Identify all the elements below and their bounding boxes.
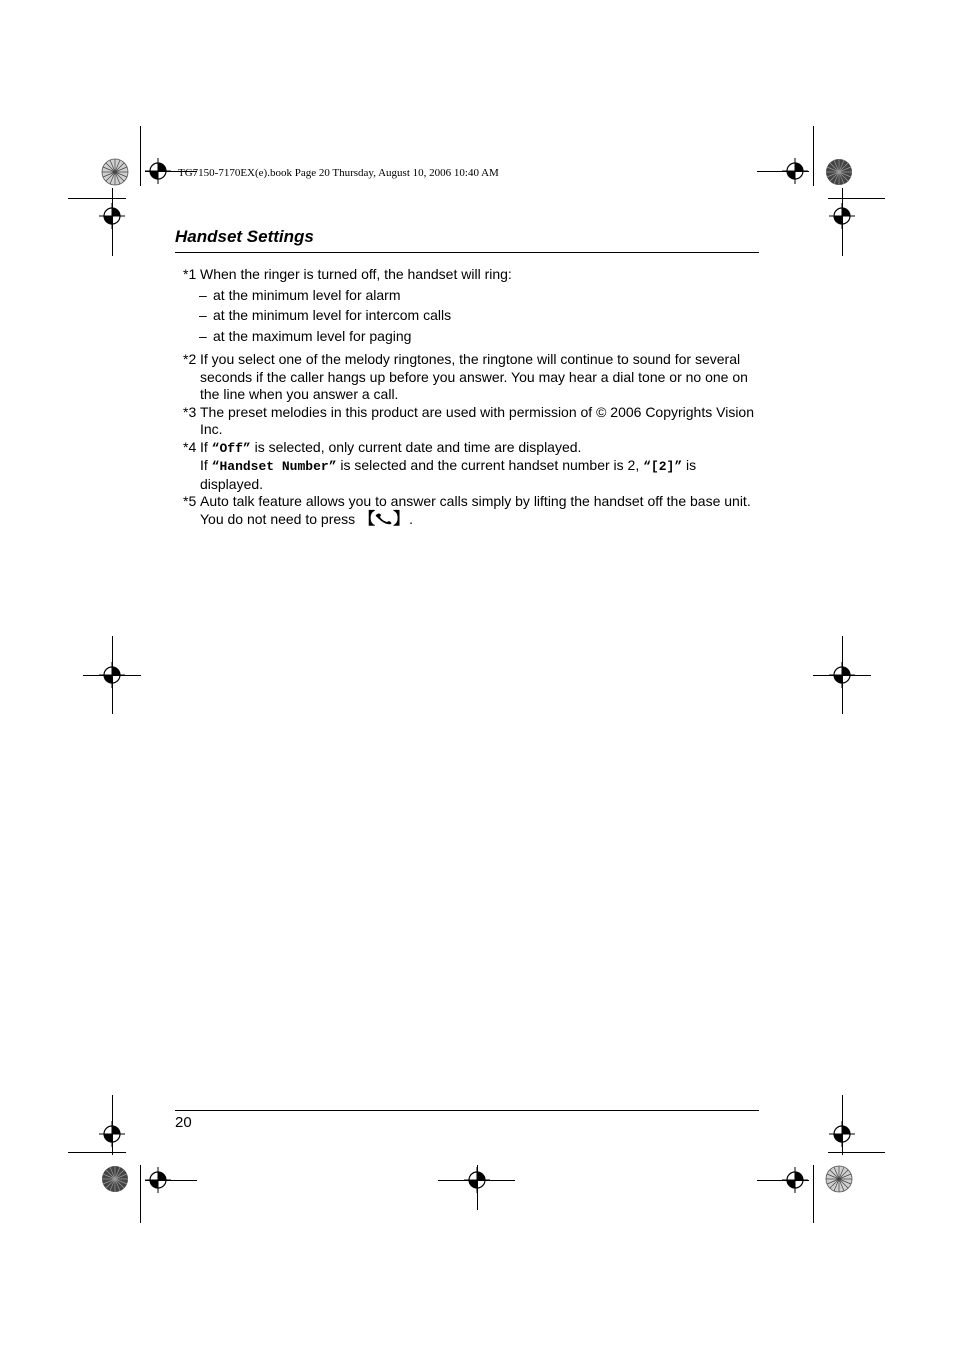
- text-run: is selected and the current handset number is 2,: [336, 457, 644, 473]
- list-dash: –: [199, 286, 207, 303]
- footnote-text: When the ringer is turned off, the handset will ring:: [200, 266, 512, 282]
- footnotes: [183, 266, 759, 528]
- footnote-3: [183, 404, 759, 439]
- footnote-mark: *1: [183, 266, 197, 282]
- text-run: .: [409, 510, 413, 527]
- list-dash: –: [199, 327, 207, 344]
- footnote-text: If you select one of the melody ringtones, the ringtone will continue to sound for several seconds if the caller hangs up before you answer. You may hear a dial tone or no one on the line when you answer a call.: [200, 351, 748, 402]
- list-item-text: at the minimum level for intercom calls: [213, 307, 452, 323]
- header-rule: [175, 252, 759, 253]
- text-run: If: [200, 438, 212, 455]
- footnote-2: [183, 351, 759, 404]
- footnote-line: [200, 457, 759, 493]
- footnote-mark: *4: [183, 438, 197, 455]
- footnote-text: The preset melodies in this product are used with permission of © 2006 Copyrights Vision Inc.: [200, 403, 755, 437]
- footnote-text: Auto talk feature allows you to answer calls simply by lifting the handset off the base unit. You do not need to press: [200, 493, 751, 527]
- text-run: If: [200, 457, 212, 473]
- key-bracket-close: 】: [393, 510, 410, 528]
- footnote-mark: *5: [183, 493, 197, 509]
- list-item: [183, 307, 759, 325]
- display-text-handset-number: “Handset Number”: [211, 459, 337, 474]
- text-run: is displayed.: [200, 457, 697, 492]
- footnote-mark: *3: [183, 403, 197, 420]
- print-job-info: TG7150-7170EX(e).book Page 20 Thursday, August 10, 2006 10:40 AM: [178, 167, 499, 179]
- section-title: Handset Settings: [175, 227, 314, 246]
- footnote-5: [183, 493, 759, 528]
- footnote-1: [183, 266, 759, 284]
- list-dash: –: [199, 307, 207, 323]
- list-item: [183, 287, 759, 305]
- page-number: 20: [175, 1114, 192, 1131]
- footer-rule: [175, 1110, 759, 1111]
- footnote-mark: *2: [183, 351, 197, 367]
- key-bracket-open: 【: [359, 510, 376, 528]
- list-item-text: at the maximum level for paging: [213, 327, 412, 344]
- list-item-text: at the minimum level for alarm: [213, 286, 401, 303]
- footnote-4: [183, 439, 759, 494]
- display-text-off: “Off”: [211, 440, 251, 456]
- display-text-2: “[2]”: [643, 459, 683, 474]
- list-item: [183, 328, 759, 346]
- talk-phone-icon: [375, 513, 393, 525]
- footnote-line: [200, 439, 759, 458]
- text-run: is selected, only current date and time are displayed.: [250, 438, 582, 455]
